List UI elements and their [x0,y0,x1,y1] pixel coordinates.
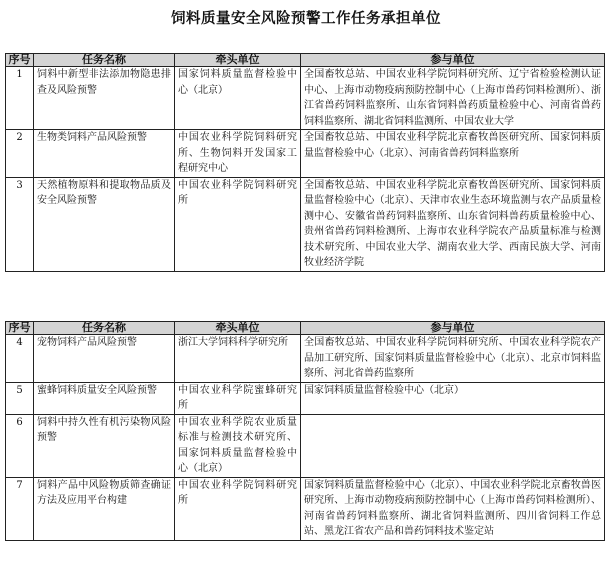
row-no: 7 [6,477,34,540]
row-no: 5 [6,382,34,414]
row-no: 1 [6,67,34,130]
row-task: 宠物饲料产品风险预警 [34,335,175,383]
row-no: 4 [6,335,34,383]
table-row [6,477,605,540]
table-row [6,382,605,414]
page-title: 饲料质量安全风险预警工作任务承担单位 [171,10,441,27]
row-participants: 全国畜牧总站、中国农业科学院饲料研究所、辽宁省检验检测认证中心、上海市动物疫病预防控制中心（上海市兽药饲料检测所）、浙江省兽药饲料监察所、山东省饲料兽药质量检验中心、河南省兽药饲料监察所、湖北省饲料监测所、中国农业大学 [301,67,605,130]
header-no: 序号 [6,322,34,335]
row-lead: 中国农业科学院饲料研究所 [175,177,301,271]
header-no: 序号 [6,54,34,67]
task-table-2 [5,321,605,541]
header-lead: 牵头单位 [175,54,301,67]
row-task: 蜜蜂饲料质量安全风险预警 [34,382,175,414]
row-lead: 中国农业科学院蜜蜂研究所 [175,382,301,414]
row-task: 饲料中持久性有机污染物风险预警 [34,414,175,477]
row-task: 饲料中新型非法添加物隐患排查及风险预警 [34,67,175,130]
row-participants: 全国畜牧总站、中国农业科学院饲料研究所、中国农业科学院农产品加工研究所、国家饲料质量监督检验中心（北京）、北京市饲料监察所、河北省兽药监察所 [301,335,605,383]
row-no: 2 [6,130,34,178]
row-lead: 中国农业科学院饲料研究所 [175,477,301,540]
row-participants: 国家饲料质量监督检验中心（北京） [301,382,605,414]
row-participants: 国家饲料质量监督检验中心（北京）、中国农业科学院北京畜牧兽医研究所、上海市动物疫病预防控制中心（上海市兽药饲料检测所）、河南省兽药饲料监察所、湖北省饲料监测所、四川省饲料工作总站、黑龙江省农产品和兽药饲料技术鉴定站 [301,477,605,540]
table-header-row [6,54,605,67]
table-row [6,177,605,271]
table-row [6,67,605,130]
row-participants: 全国畜牧总站、中国农业科学院北京畜牧兽医研究所、国家饲料质量监督检验中心（北京）、天津市农业生态环境监测与农产品质量检测中心、安徽省兽药饲料监察所、山东省饲料兽药质量检验中心、贵州省兽药饲料检测所、上海市农业科学院农产品质量标准与检测技术研究所、中国农业大学、湖南农业大学、西南民族大学、河南牧业经济学院 [301,177,605,271]
row-lead: 中国农业科学院饲料研究所、生物饲料开发国家工程研究中心 [175,130,301,178]
table-row [6,130,605,178]
table-row [6,335,605,383]
task-table-1 [5,53,605,272]
row-participants [301,414,605,477]
row-task: 生物类饲料产品风险预警 [34,130,175,178]
row-task: 饲料产品中风险物质筛查确证方法及应用平台构建 [34,477,175,540]
table-row [6,414,605,477]
header-participants: 参与单位 [301,54,605,67]
row-no: 6 [6,414,34,477]
header-lead: 牵头单位 [175,322,301,335]
row-lead: 中国农业科学院农业质量标准与检测技术研究所、国家饲料质量监督检验中心（北京） [175,414,301,477]
header-task: 任务名称 [34,322,175,335]
row-lead: 浙江大学饲料科学研究所 [175,335,301,383]
header-participants: 参与单位 [301,322,605,335]
header-task: 任务名称 [34,54,175,67]
row-no: 3 [6,177,34,271]
table-header-row [6,322,605,335]
row-lead: 国家饲料质量监督检验中心（北京） [175,67,301,130]
row-participants: 全国畜牧总站、中国农业科学院北京畜牧兽医研究所、国家饲料质量监督检验中心（北京）、河南省兽药饲料监察所 [301,130,605,178]
row-task: 天然植物原料和提取物品质及安全风险预警 [34,177,175,271]
